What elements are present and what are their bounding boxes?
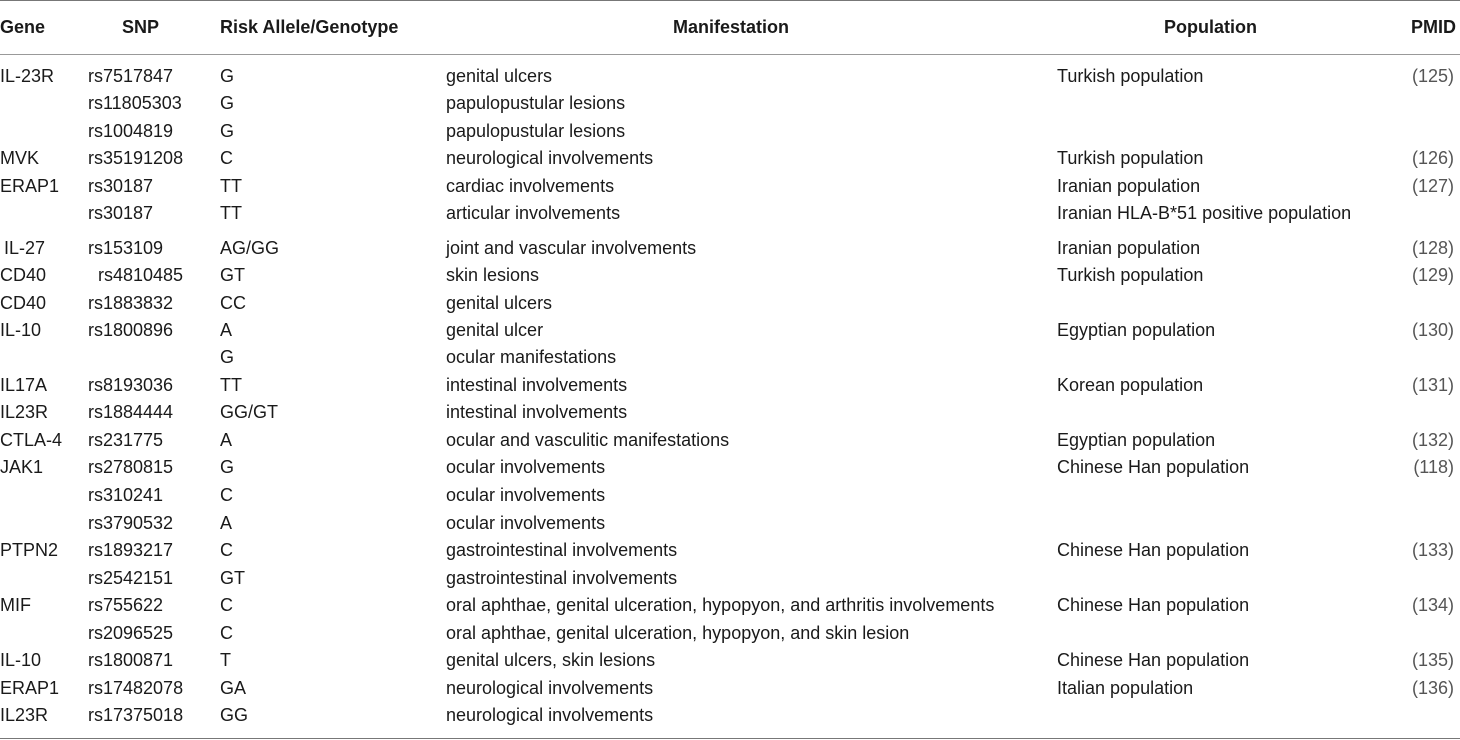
manifestation-cell: genital ulcers [446,293,553,313]
manifestation-cell: genital ulcers, skin lesions [446,650,656,670]
risk-allele-cell: TT [220,203,242,223]
risk-allele-cell: GT [220,568,245,588]
snp-cell: rs7517847 [88,66,174,86]
population-cell: Korean population [1057,375,1204,395]
risk-allele-cell: TT [220,375,242,395]
gene-cell: ERAP1 [0,678,60,698]
pmid-cell[interactable]: (132) [1411,430,1454,450]
manifestation-cell: joint and vascular involvements [446,238,697,258]
snp-cell: rs17375018 [88,705,184,725]
risk-allele-cell: AG/GG [220,238,280,258]
table-row [0,592,1460,618]
table-row [0,290,1460,316]
population-cell: Chinese Han population [1057,540,1250,560]
manifestation-cell: gastrointestinal involvements [446,568,678,588]
manifestation-cell: intestinal involvements [446,402,628,422]
gene-cell: IL17A [0,375,48,395]
snp-cell: rs2096525 [88,623,174,643]
manifestation-cell: gastrointestinal involvements [446,540,678,560]
snp-cell: rs3790532 [88,513,174,533]
table-row [0,454,1460,480]
table-row [0,317,1460,343]
table-row [0,702,1460,728]
table-row [0,344,1460,370]
risk-allele-cell: G [220,93,235,113]
snp-cell: rs1800896 [88,320,174,340]
risk-allele-cell: GA [220,678,247,698]
table-row [0,537,1460,563]
risk-allele-cell: G [220,66,235,86]
snp-cell: rs8193036 [88,375,174,395]
gene-cell: CD40 [0,265,47,285]
table-row [0,427,1460,453]
population-cell: Chinese Han population [1057,595,1250,615]
population-cell: Turkish population [1057,148,1204,168]
risk-allele-cell: A [220,430,233,450]
header-risk-allele: Risk Allele/Genotype [220,17,399,37]
manifestation-cell: oral aphthae, genital ulceration, hypopyon, and arthritis involvements [446,595,995,615]
table-row [0,372,1460,398]
header-population: Population [1164,17,1257,37]
gene-cell: IL-27 [4,238,46,258]
risk-allele-cell: C [220,595,233,615]
manifestation-cell: neurological involvements [446,705,654,725]
snp-cell: rs4810485 [98,265,184,285]
gene-cell: IL-10 [0,320,42,340]
table-row [0,399,1460,425]
snp-cell: rs2780815 [88,457,174,477]
risk-allele-cell: GG/GT [220,402,278,422]
table-row [0,510,1460,536]
snp-cell: rs231775 [88,430,164,450]
risk-allele-cell: C [220,485,233,505]
manifestation-cell: skin lesions [446,265,540,285]
header-pmid: PMID [1411,17,1456,37]
table-row [0,620,1460,646]
population-cell: Egyptian population [1057,430,1216,450]
risk-allele-cell: G [220,121,235,141]
table-row [0,262,1460,288]
pmid-cell[interactable]: (128) [1411,238,1454,258]
snp-cell: rs1883832 [88,293,174,313]
pmid-cell[interactable]: (130) [1411,320,1454,340]
snp-cell: rs30187 [88,176,154,196]
gene-cell: MVK [0,148,40,168]
pmid-cell[interactable]: (131) [1411,375,1454,395]
manifestation-cell: papulopustular lesions [446,93,626,113]
pmid-cell[interactable]: (129) [1411,265,1454,285]
snp-cell: rs1893217 [88,540,174,560]
gene-cell: PTPN2 [0,540,59,560]
table-row [0,200,1460,226]
table-row [0,675,1460,701]
population-cell: Iranian population [1057,238,1201,258]
snp-cell: rs310241 [88,485,164,505]
risk-allele-cell: A [220,320,233,340]
manifestation-cell: ocular manifestations [446,347,617,367]
table-row [0,173,1460,199]
gene-cell: IL-10 [0,650,42,670]
population-cell: Iranian HLA-B*51 positive population [1057,203,1352,223]
population-cell: Iranian population [1057,176,1201,196]
manifestation-cell: genital ulcers [446,66,553,86]
gene-cell: JAK1 [0,457,44,477]
risk-allele-cell: T [220,650,231,670]
pmid-cell[interactable]: (126) [1411,148,1454,168]
manifestation-cell: ocular involvements [446,485,606,505]
risk-allele-cell: G [220,457,235,477]
manifestation-cell: ocular involvements [446,513,606,533]
population-cell: Italian population [1057,678,1194,698]
pmid-cell[interactable]: (134) [1411,595,1454,615]
pmid-cell[interactable]: (135) [1411,650,1454,670]
gene-cell: IL23R [0,705,49,725]
population-cell: Turkish population [1057,66,1204,86]
manifestation-cell: neurological involvements [446,148,654,168]
table-row [0,482,1460,508]
snp-cell: rs1800871 [88,650,174,670]
gene-cell: MIF [0,595,31,615]
gene-cell: IL23R [0,402,49,422]
table-bottom-rule [0,738,1460,739]
header-rule [0,54,1460,55]
table-row [0,90,1460,116]
snp-cell: rs11805303 [88,93,182,113]
table-row [0,145,1460,171]
pmid-cell[interactable]: (118) [1413,457,1454,477]
risk-allele-cell: GG [220,705,249,725]
table-row [0,647,1460,673]
table-row [0,118,1460,144]
table-row [0,63,1460,89]
manifestation-cell: oral aphthae, genital ulceration, hypopyon, and skin lesion [446,623,910,643]
snp-cell: rs1884444 [88,402,174,422]
risk-allele-cell: GT [220,265,245,285]
snp-cell: rs153109 [88,238,164,258]
manifestation-cell: cardiac involvements [446,176,615,196]
manifestation-cell: neurological involvements [446,678,654,698]
manifestation-cell: articular involvements [446,203,621,223]
table-top-rule [0,0,1460,1]
risk-allele-cell: CC [220,293,246,313]
snp-cell: rs2542151 [88,568,174,588]
population-cell: Turkish population [1057,265,1204,285]
manifestation-cell: ocular and vasculitic manifestations [446,430,730,450]
manifestation-cell: papulopustular lesions [446,121,626,141]
table-row [0,565,1460,591]
snp-cell: rs755622 [88,595,164,615]
population-cell: Chinese Han population [1057,650,1250,670]
gene-cell: CTLA-4 [0,430,63,450]
snp-cell: rs35191208 [88,148,184,168]
risk-allele-cell: TT [220,176,242,196]
gene-cell: ERAP1 [0,176,60,196]
risk-allele-cell: A [220,513,233,533]
pmid-cell[interactable]: (127) [1411,176,1454,196]
risk-allele-cell: C [220,623,233,643]
risk-allele-cell: C [220,148,233,168]
snp-cell: rs30187 [88,203,154,223]
gene-cell: CD40 [0,293,47,313]
pmid-cell[interactable]: (125) [1411,66,1454,86]
risk-allele-cell: C [220,540,233,560]
pmid-cell[interactable]: (133) [1411,540,1454,560]
snp-cell: rs17482078 [88,678,184,698]
gene-cell: IL-23R [0,66,55,86]
risk-allele-cell: G [220,347,235,367]
table-row [0,235,1460,261]
manifestation-cell: genital ulcer [446,320,544,340]
population-cell: Chinese Han population [1057,457,1250,477]
header-snp: SNP [122,17,160,37]
manifestation-cell: ocular involvements [446,457,606,477]
manifestation-cell: intestinal involvements [446,375,628,395]
snp-cell: rs1004819 [88,121,174,141]
population-cell: Egyptian population [1057,320,1216,340]
header-gene: Gene [0,17,46,37]
header-manifestation: Manifestation [673,17,790,37]
pmid-cell[interactable]: (136) [1411,678,1454,698]
